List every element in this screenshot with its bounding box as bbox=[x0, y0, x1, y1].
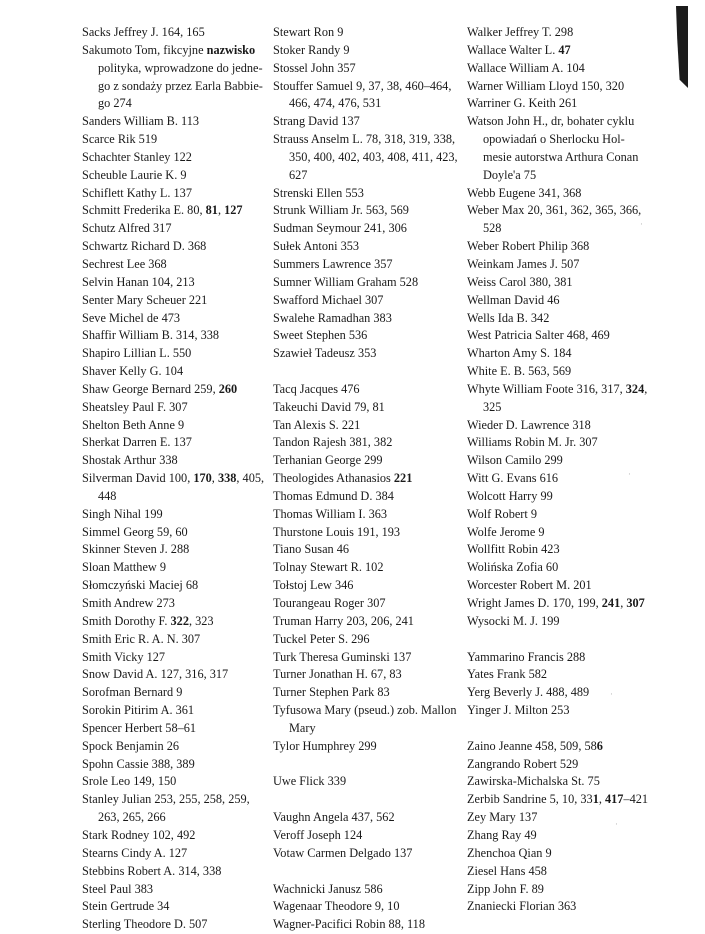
index-entry: Weber Max 20, 361, 362, 365, 366, 528 bbox=[467, 203, 642, 236]
scan-speck: · bbox=[640, 220, 643, 230]
letter-gap bbox=[467, 631, 651, 649]
index-entry: Sloan Matthew 9 bbox=[82, 560, 167, 575]
index-entry: Sorofman Bernard 9 bbox=[82, 685, 183, 700]
letter-gap bbox=[273, 791, 459, 809]
index-entry: Whyte William Foote 316, 317, 324, 325 bbox=[467, 381, 648, 414]
index-entry: Sacks Jeffrey J. 164, 165 bbox=[82, 25, 205, 39]
index-entry: Zhang Ray 49 bbox=[467, 827, 537, 842]
index-entry: Webb Eugene 341, 368 bbox=[467, 185, 582, 200]
index-entry: Tandon Rajesh 381, 382 bbox=[273, 435, 393, 450]
index-entry: Schutz Alfred 317 bbox=[82, 221, 172, 236]
letter-gap bbox=[467, 720, 651, 738]
index-entry: Wolf Robert 9 bbox=[467, 506, 538, 521]
index-entry: Stewart Ron 9 bbox=[273, 25, 344, 39]
index-entry: Spock Benjamin 26 bbox=[82, 738, 180, 753]
index-entry: Zey Mary 137 bbox=[467, 810, 538, 825]
index-entry: Uwe Flick 339 bbox=[273, 774, 347, 789]
index-entry: Strenski Ellen 553 bbox=[273, 185, 364, 200]
index-entry: Sakumoto Tom, fikcyjne nazwisko polityka, wprowadzone do jedne-go z sondaży przez Earla Babbie-go 274 bbox=[82, 42, 263, 111]
index-entry: Tołstoj Lew 346 bbox=[273, 578, 354, 593]
letter-gap bbox=[273, 756, 459, 774]
index-entry: Strauss Anselm L. 78, 318, 319, 338, 350, 400, 402, 403, 408, 411, 423, 627 bbox=[273, 132, 458, 182]
index-entry: Zhenchoa Qian 9 bbox=[467, 845, 552, 860]
index-entry: Szawieł Tadeusz 353 bbox=[273, 346, 377, 361]
index-entry: Smith Vicky 127 bbox=[82, 649, 166, 664]
index-entry: Stossel John 357 bbox=[273, 60, 356, 75]
index-entry: Theologides Athanasios 221 bbox=[273, 471, 413, 486]
index-entry: Tourangeau Roger 307 bbox=[273, 596, 386, 610]
index-entry: Skinner Steven J. 288 bbox=[82, 542, 190, 557]
index-entry: Stebbins Robert A. 314, 338 bbox=[82, 863, 222, 878]
index-entry: Sanders William B. 113 bbox=[82, 114, 200, 129]
index-entry: Weiss Carol 380, 381 bbox=[467, 274, 573, 289]
index-entry: Wellman David 46 bbox=[467, 292, 560, 307]
index-entry: Sechrest Lee 368 bbox=[82, 256, 167, 271]
index-entry: Zaino Jeanne 458, 509, 586 bbox=[467, 738, 603, 753]
index-entry: Tyfusowa Mary (pseud.) zob. Mallon Mary bbox=[273, 703, 457, 735]
index-entry: Wharton Amy S. 184 bbox=[467, 346, 572, 361]
index-entry: Zawirska-Michalska St. 75 bbox=[467, 774, 600, 789]
index-entry: Spencer Herbert 58–61 bbox=[82, 720, 197, 735]
index-entry: White E. B. 563, 569 bbox=[467, 364, 572, 379]
index-entry: Wollfitt Robin 423 bbox=[467, 542, 560, 557]
index-entry: Turk Theresa Guminski 137 bbox=[273, 649, 412, 664]
index-entry: Tan Alexis S. 221 bbox=[273, 417, 361, 432]
index-entry: Thurstone Louis 191, 193 bbox=[273, 524, 401, 539]
index-entry: Srole Leo 149, 150 bbox=[82, 774, 177, 789]
index-entry: Shostak Arthur 338 bbox=[82, 453, 178, 468]
index-entry: Snow David A. 127, 316, 317 bbox=[82, 667, 229, 682]
scan-speck: · bbox=[615, 820, 618, 830]
index-entry: Strang David 137 bbox=[273, 114, 360, 129]
index-entry: Schiflett Kathy L. 137 bbox=[82, 185, 192, 200]
index-entry: Shapiro Lillian L. 550 bbox=[82, 346, 192, 361]
index-entry: Steel Paul 383 bbox=[82, 881, 154, 896]
index-entry: Truman Harry 203, 206, 241 bbox=[273, 613, 414, 628]
index-entry: Tolnay Stewart R. 102 bbox=[273, 560, 384, 575]
index-entry: Schmitt Frederika E. 80, 81, 127 bbox=[82, 203, 243, 218]
index-entry: Weinkam James J. 507 bbox=[467, 256, 580, 271]
index-entry: Worcester Robert M. 201 bbox=[467, 578, 592, 593]
index-entry: Zangrando Robert 529 bbox=[467, 756, 579, 771]
index-entry: Sherkat Darren E. 137 bbox=[82, 435, 192, 450]
index-entry: Selvin Hanan 104, 213 bbox=[82, 274, 195, 289]
index-entry: Swalehe Ramadhan 383 bbox=[273, 310, 392, 325]
index-entry: Stearns Cindy A. 127 bbox=[82, 845, 188, 860]
index-entry: Wolfe Jerome 9 bbox=[467, 524, 545, 539]
index-entry: Strunk William Jr. 563, 569 bbox=[273, 203, 409, 218]
index-entry: Shaver Kelly G. 104 bbox=[82, 364, 184, 379]
index-entry: Terhanian George 299 bbox=[273, 453, 383, 468]
index-entry: Schwartz Richard D. 368 bbox=[82, 239, 207, 254]
index-entry: Sudman Seymour 241, 306 bbox=[273, 221, 407, 236]
index-entry: Wagenaar Theodore 9, 10 bbox=[273, 899, 400, 914]
letter-gap bbox=[273, 363, 459, 381]
index-entry: Walker Jeffrey T. 298 bbox=[467, 25, 574, 39]
index-entry: Tuckel Peter S. 296 bbox=[273, 631, 370, 646]
index-entry: Stein Gertrude 34 bbox=[82, 899, 170, 914]
index-entry: Watson John H., dr, bohater cyklu opowiadań o Sherlocku Hol-mesie autorstwa Arthura Conan Doyle'a 75 bbox=[467, 114, 639, 182]
index-entry: Wachnicki Janusz 586 bbox=[273, 881, 383, 896]
index-entry: Znaniecki Florian 363 bbox=[467, 899, 577, 914]
index-entry: Yammarino Francis 288 bbox=[467, 649, 586, 664]
index-entry: Warriner G. Keith 261 bbox=[467, 96, 578, 111]
index-entry: Stanley Julian 253, 255, 258, 259, 263, 265, 266 bbox=[82, 792, 250, 825]
index-entry: Tylor Humphrey 299 bbox=[273, 738, 377, 753]
index-entry: Tacq Jacques 476 bbox=[273, 381, 360, 396]
index-entry: Zerbib Sandrine 5, 10, 331, 417–421 bbox=[467, 792, 649, 807]
scan-speck: · bbox=[610, 690, 613, 700]
index-entry: Wagner-Pacifici Robin 88, 118 bbox=[273, 917, 425, 932]
index-entry: Wright James D. 170, 199, 241, 307 bbox=[467, 596, 645, 610]
index-entry: Sorokin Pitirim A. 361 bbox=[82, 703, 195, 718]
index-entry: Williams Robin M. Jr. 307 bbox=[467, 435, 598, 450]
index-entry: Sułek Antoni 353 bbox=[273, 239, 360, 254]
index-entry: Wolińska Zofia 60 bbox=[467, 560, 559, 575]
index-entry: Stouffer Samuel 9, 37, 38, 460–464, 466, 474, 476, 531 bbox=[273, 78, 452, 111]
index-entry: Simmel Georg 59, 60 bbox=[82, 524, 188, 539]
letter-gap bbox=[273, 863, 459, 881]
index-entry: Wallace Walter L. 47 bbox=[467, 42, 571, 57]
index-entry: Scheuble Laurie K. 9 bbox=[82, 167, 187, 182]
index-entry: Turner Jonathan H. 67, 83 bbox=[273, 667, 402, 682]
index-entry: Shaw George Bernard 259, 260 bbox=[82, 381, 238, 396]
index-entry: Warner William Lloyd 150, 320 bbox=[467, 78, 625, 93]
index-entry: Shelton Beth Anne 9 bbox=[82, 417, 185, 432]
index-entry: Wieder D. Lawrence 318 bbox=[467, 417, 591, 432]
index-entry: Stark Rodney 102, 492 bbox=[82, 827, 196, 842]
index-entry: Smith Eric R. A. N. 307 bbox=[82, 631, 201, 646]
index-entry: Sumner William Graham 528 bbox=[273, 274, 419, 289]
index-entry: Wolcott Harry 99 bbox=[467, 488, 553, 503]
index-entry: Veroff Joseph 124 bbox=[273, 827, 363, 842]
index-entry: Singh Nihal 199 bbox=[82, 506, 163, 521]
index-entry: Silverman David 100, 170, 338, 405, 448 bbox=[82, 471, 265, 503]
index-entry: West Patricia Salter 468, 469 bbox=[467, 328, 610, 343]
index-entry: Thomas William I. 363 bbox=[273, 506, 388, 521]
index-entry: Tiano Susan 46 bbox=[273, 542, 350, 557]
index-entry: Weber Robert Philip 368 bbox=[467, 239, 590, 254]
index-entry: Sheatsley Paul F. 307 bbox=[82, 399, 188, 414]
index-entry: Wallace William A. 104 bbox=[467, 60, 585, 75]
index-entry: Yerg Beverly J. 488, 489 bbox=[467, 685, 590, 700]
index-entry: Takeuchi David 79, 81 bbox=[273, 399, 385, 414]
index-column-1 bbox=[82, 24, 266, 934]
index-entry: Wysocki M. J. 199 bbox=[467, 613, 560, 628]
page-edge-mark bbox=[676, 6, 688, 88]
index-entry: Seve Michel de 473 bbox=[82, 310, 181, 325]
index-entry: Spohn Cassie 388, 389 bbox=[82, 756, 195, 771]
index-entry: Yinger J. Milton 253 bbox=[467, 703, 570, 718]
index-entry: Votaw Carmen Delgado 137 bbox=[273, 845, 413, 860]
index-entry: Wilson Camilo 299 bbox=[467, 453, 563, 468]
scan-speck: · bbox=[628, 470, 631, 480]
index-entry: Scarce Rik 519 bbox=[82, 132, 158, 147]
index-entry: Stoker Randy 9 bbox=[273, 42, 350, 57]
index-entry: Słomczyński Maciej 68 bbox=[82, 578, 199, 593]
index-entry: Summers Lawrence 357 bbox=[273, 256, 393, 271]
index-entry: Wells Ida B. 342 bbox=[467, 310, 550, 325]
index-entry: Turner Stephen Park 83 bbox=[273, 685, 390, 700]
index-column-3 bbox=[467, 24, 651, 916]
index-entry: Smith Andrew 273 bbox=[82, 596, 175, 610]
index-entry: Schachter Stanley 122 bbox=[82, 149, 192, 164]
index-entry: Thomas Edmund D. 384 bbox=[273, 488, 394, 503]
index-entry: Sweet Stephen 536 bbox=[273, 328, 368, 343]
index-entry: Smith Dorothy F. 322, 323 bbox=[82, 613, 214, 628]
index-entry: Swafford Michael 307 bbox=[273, 292, 384, 307]
index-entry: Zipp John F. 89 bbox=[467, 881, 544, 896]
index-column-2 bbox=[273, 24, 459, 934]
index-entry: Yates Frank 582 bbox=[467, 667, 548, 682]
index-entry: Vaughn Angela 437, 562 bbox=[273, 810, 395, 825]
index-entry: Witt G. Evans 616 bbox=[467, 471, 559, 486]
index-entry: Ziesel Hans 458 bbox=[467, 863, 547, 878]
index-entry: Shaffir William B. 314, 338 bbox=[82, 328, 220, 343]
index-entry: Sterling Theodore D. 507 bbox=[82, 917, 208, 932]
index-entry: Senter Mary Scheuer 221 bbox=[82, 292, 208, 307]
